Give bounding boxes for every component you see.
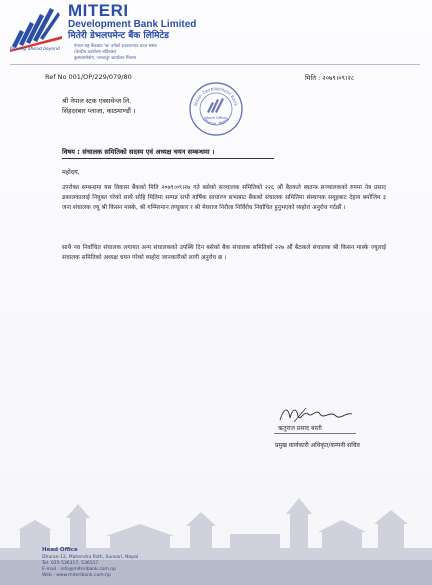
body-paragraph: उपरोक्त सम्बन्धमा यस विकास बैंकको मिति २०७९।०९।२७ गते बसेको सञ्चालक समितिको २२६ औं बैठकले स्वतन्त्र सञ्चालकको रुपमा नेत्र प्रसाद ढकालकालाई नियुक्त गरेको साथै सोहि मितिमा सम्पन्न सभी वार्षिक साधारण सभाबाट बैंकको संचालक समितिमा संस्थापक समूहबाट देहाय बमोजिम ३ जना संचालक ज्यु श्री किसन मास्के, श्री गम्भिरमान तण्डुकार र श्री मेघराज निरौला निर्विरोध निर्वाचित हुनुभएको व्यहोरा अनुरोध गर्दछौं । bbox=[62, 185, 386, 212]
bank-name: MITERI bbox=[68, 1, 129, 20]
footer-telephone: Tel. 025-536317, 536317 bbox=[42, 561, 99, 566]
bank-logo bbox=[10, 6, 62, 52]
recipient-line-1: श्री नेपाल स्टक एक्सचेन्ज लि. bbox=[62, 97, 132, 105]
body-paragraph: साथै नव निर्वाचित संचालक लगायत अन्य संचालकको उपस्थि दिन बसेको बैक संचालक समितिको २२७ औं बैठकले संचालक श्री किसन मास्के ज्यूलाई संचालक समितिको अध्यक्ष चयन गरेको व्यहोरा जानकारीको लागी अनुरोध छ । bbox=[62, 245, 386, 262]
stamp-top-text: Miteri Development Bank bbox=[193, 85, 239, 107]
footer-website: Web : www.miteribank.com.np bbox=[42, 573, 111, 578]
recipient-line-2: सिंहदरबार प्लाजा, काठमाण्डौं । bbox=[62, 107, 136, 115]
subject-underline bbox=[62, 158, 274, 159]
footer-email: E-mail : info@miteribank.com.np bbox=[42, 567, 116, 572]
reference-number: Ref No 001/OP/229/079/80 bbox=[45, 73, 132, 81]
bank-subtitle: Development Bank Limited bbox=[68, 19, 197, 30]
office-stamp bbox=[188, 81, 244, 137]
signatory-title: प्रमुख कार्यकारी अधिकृत/कम्पनी सचिव bbox=[275, 442, 360, 449]
signature-line bbox=[274, 433, 356, 434]
stamp-center-text: Head Office bbox=[205, 116, 227, 120]
footer-office-title: Head Office bbox=[42, 547, 78, 553]
footer-address: Dharan-12, Mahendra Path, Sunsari, Nepal bbox=[42, 555, 139, 560]
registration-line-1: नेपाल राष्ट्र बैंकबाट 'ख' वर्गको इजाजतपत्र प्राप्त संस्था bbox=[74, 44, 157, 49]
bank-name-nepali: मितेरी डेभलपमेन्ट बैंक लिमिटेड bbox=[68, 31, 169, 41]
signatory-name: ऋतुराज प्रसाद बस्ती bbox=[278, 425, 322, 432]
stamp-bottom-text: Dharan, Nepal bbox=[201, 116, 231, 127]
subject-line: विषय : संचालक समितिको सदस्य एवं अध्यक्ष चयन सम्बन्धमा । bbox=[62, 148, 215, 156]
registration-line-2: (केन्द्रीय कार्यालय बर्दिबास) bbox=[74, 50, 117, 55]
letter-date: मिति : २०७९।०९।२८ bbox=[305, 74, 355, 82]
registration-line-3: कुस्यासमेत्रोग, जनकपुर कार्यालय मिलना bbox=[74, 56, 137, 61]
bank-tagline: Moving ahead beyond bbox=[10, 47, 60, 52]
header-divider bbox=[10, 64, 420, 65]
salutation: महोदय, bbox=[62, 169, 80, 176]
